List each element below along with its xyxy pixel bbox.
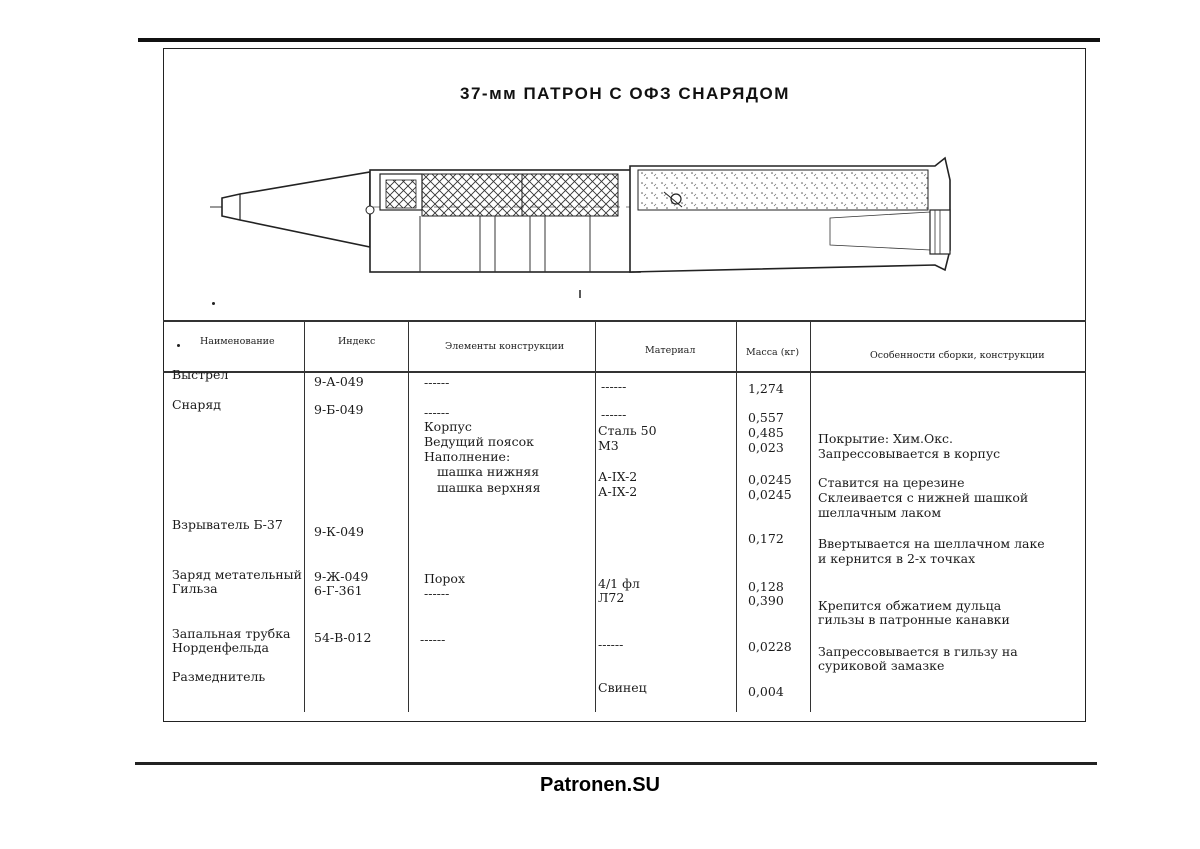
cell-mass: 0,0228 <box>748 639 792 654</box>
cell-feature: шеллачным лаком <box>818 505 942 520</box>
cell-name: Норденфельда <box>172 640 269 655</box>
cell-feature: гильзы в патронные канавки <box>818 612 1010 627</box>
table-top-rule <box>163 320 1086 322</box>
bottom-rule <box>135 762 1097 765</box>
cell-material: М3 <box>598 438 619 453</box>
header-mass: Масса (кг) <box>746 347 800 358</box>
cell-feature: Покрытие: Хим.Окс. <box>818 431 953 446</box>
cell-name: Запальная трубка <box>172 626 291 641</box>
header-elements: Элементы конструкции <box>445 341 565 352</box>
cell-element: шашка нижняя <box>437 464 540 479</box>
table-header-rule <box>163 371 1086 373</box>
cell-mass: 0,004 <box>748 684 784 699</box>
cell-material: ------ <box>601 407 627 422</box>
cell-material: Л72 <box>598 590 625 605</box>
cell-mass: 0,023 <box>748 440 784 455</box>
scan-speck <box>177 344 180 347</box>
footer-watermark: Patronen.SU <box>539 774 661 796</box>
cell-mass: 0,128 <box>748 579 784 594</box>
col-divider-5 <box>810 320 811 712</box>
cell-material: ------ <box>598 637 624 652</box>
cell-element: Ведущий поясок <box>424 434 534 449</box>
cell-feature: Запрессовывается в гильзу на <box>818 644 1018 659</box>
cell-name: Гильза <box>172 581 218 596</box>
header-name: Наименование <box>200 336 275 347</box>
cell-name: Выстрел <box>172 367 229 382</box>
top-rule <box>138 38 1100 42</box>
col-divider-3 <box>595 320 596 712</box>
cell-feature: Склеивается с нижней шашкой <box>818 490 1029 505</box>
cell-element: Порох <box>424 571 466 586</box>
cell-mass: 0,172 <box>748 531 784 546</box>
cell-name: Снаряд <box>172 397 221 412</box>
cell-element: ------ <box>424 375 450 390</box>
cell-feature: и кернится в 2-х точках <box>818 551 976 566</box>
col-divider-4 <box>736 320 737 712</box>
cell-name: Заряд метательный <box>172 567 302 582</box>
cell-element: шашка верхняя <box>437 480 541 495</box>
cell-feature: Крепится обжатием дульца <box>818 598 1002 613</box>
cell-index: 9-Б-049 <box>314 402 364 417</box>
cell-material: Сталь 50 <box>598 423 657 438</box>
cell-index: 54-В-012 <box>314 630 372 645</box>
header-material: Материал <box>645 345 696 356</box>
cell-index: 9-А-049 <box>314 374 364 389</box>
cell-feature: Ввертывается на шеллачном лаке <box>818 536 1045 551</box>
cell-mass: 0,0245 <box>748 487 792 502</box>
scan-speck <box>212 302 215 305</box>
header-index: Индекс <box>338 336 376 347</box>
cell-name: Размеднитель <box>172 669 266 684</box>
cell-mass: 0,390 <box>748 593 784 608</box>
cell-element: Наполнение: <box>424 449 511 464</box>
cell-mass: 1,274 <box>748 381 784 396</box>
cell-name: Взрыватель Б-37 <box>172 517 283 532</box>
cell-element: Корпус <box>424 419 472 434</box>
cell-mass: 0,485 <box>748 425 784 440</box>
cell-index: 9-Ж-049 <box>314 569 369 584</box>
cell-index: 9-К-049 <box>314 524 364 539</box>
document-title: 37-мм ПАТРОН С ОФЗ СНАРЯДОМ <box>460 84 790 103</box>
cell-element: ------ <box>424 586 450 601</box>
cell-feature: суриковой замазке <box>818 658 945 673</box>
cell-material: А-IX-2 <box>598 484 638 499</box>
cell-mass: 0,0245 <box>748 472 792 487</box>
header-features: Особенности сборки, конструкции <box>870 350 1045 361</box>
cell-mass: 0,557 <box>748 410 784 425</box>
cell-material: А-IX-2 <box>598 469 638 484</box>
cell-feature: Запрессовывается в корпус <box>818 446 1001 461</box>
cell-feature: Ставится на церезине <box>818 475 965 490</box>
cell-material: Свинец <box>598 680 647 695</box>
cell-element: ------ <box>424 405 450 420</box>
cartridge-drawing <box>210 150 970 310</box>
cell-material: ------ <box>601 379 627 394</box>
cell-element: ------ <box>420 632 446 647</box>
cell-index: 6-Г-361 <box>314 583 363 598</box>
col-divider-2 <box>408 320 409 712</box>
col-divider-1 <box>304 320 305 712</box>
cell-material: 4/1 фл <box>598 576 640 591</box>
